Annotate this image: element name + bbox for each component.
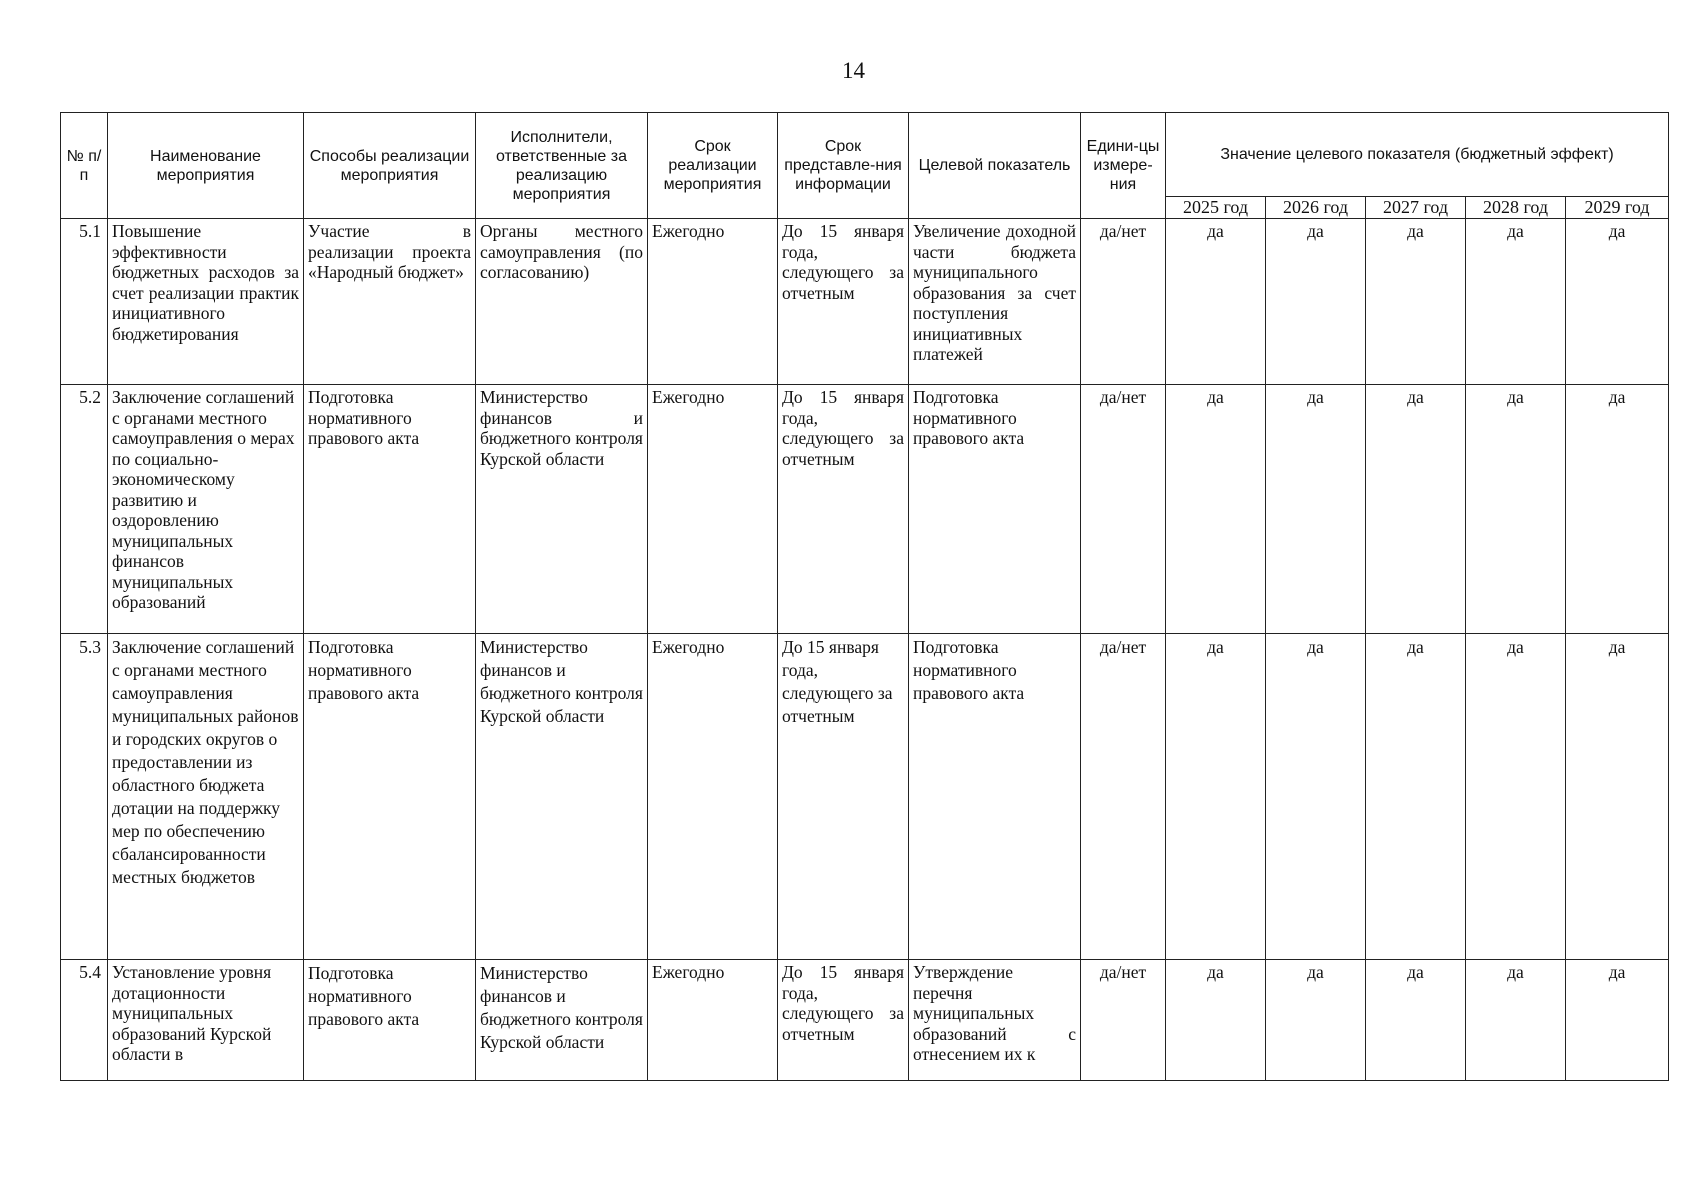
row-units: да/нет	[1081, 219, 1166, 385]
row-methods: Подготовка нормативного правового акта	[304, 634, 476, 960]
row-methods: Подготовка нормативного правового акта	[304, 385, 476, 634]
header-value-group: Значение целевого показателя (бюджетный эффект)	[1166, 113, 1669, 197]
row-indicator: Подготовка нормативного правового акта	[909, 385, 1081, 634]
row-executors: Органы местного самоуправления (по согласованию)	[476, 219, 648, 385]
row-value: да	[1166, 219, 1266, 385]
row-units: да/нет	[1081, 634, 1166, 960]
row-value: да	[1166, 385, 1266, 634]
row-report-term: До 15 января года, следующего за отчетным	[778, 960, 909, 1081]
header-year: 2025 год	[1166, 197, 1266, 219]
row-value: да	[1366, 219, 1466, 385]
row-value: да	[1166, 960, 1266, 1081]
row-num: 5.2	[61, 385, 108, 634]
header-units: Едини-цы измере-ния	[1081, 113, 1166, 219]
row-term: Ежегодно	[648, 634, 778, 960]
header-term: Срок реализации мероприятия	[648, 113, 778, 219]
row-value: да	[1466, 634, 1566, 960]
header-year: 2026 год	[1266, 197, 1366, 219]
row-value: да	[1566, 960, 1669, 1081]
row-name: Заключение соглашений с органами местного самоуправления муниципальных районов и городских округов о предоставлении из областного бюджета дотации на поддержку мер по обеспечению сбалансированности местных бюджетов	[108, 634, 304, 960]
row-executors: Министерство финансов и бюджетного контроля Курской области	[476, 960, 648, 1081]
row-value: да	[1266, 385, 1366, 634]
row-report-term: До 15 января года, следующего за отчетным	[778, 219, 909, 385]
row-value: да	[1566, 385, 1669, 634]
row-value: да	[1166, 634, 1266, 960]
header-num: № п/п	[61, 113, 108, 219]
row-value: да	[1466, 219, 1566, 385]
row-value: да	[1266, 960, 1366, 1081]
header-executors: Исполнители, ответственные за реализацию мероприятия	[476, 113, 648, 219]
row-num: 5.4	[61, 960, 108, 1081]
row-indicator: Утверждение перечня муниципальных образований с отнесением их к	[909, 960, 1081, 1081]
row-value: да	[1266, 219, 1366, 385]
row-value: да	[1466, 385, 1566, 634]
row-value: да	[1566, 219, 1669, 385]
row-num: 5.1	[61, 219, 108, 385]
row-value: да	[1466, 960, 1566, 1081]
row-term: Ежегодно	[648, 960, 778, 1081]
row-term: Ежегодно	[648, 385, 778, 634]
row-indicator: Подготовка нормативного правового акта	[909, 634, 1081, 960]
header-name: Наименование мероприятия	[108, 113, 304, 219]
header-year: 2028 год	[1466, 197, 1566, 219]
header-year: 2029 год	[1566, 197, 1669, 219]
row-executors: Министерство финансов и бюджетного контроля Курской области	[476, 385, 648, 634]
header-methods: Способы реализации мероприятия	[304, 113, 476, 219]
row-value: да	[1366, 960, 1466, 1081]
header-indicator: Целевой показатель	[909, 113, 1081, 219]
row-name: Повышение эффективности бюджетных расходов за счет реализации практик инициативного бюджетирования	[108, 219, 304, 385]
row-indicator: Увеличение доходной части бюджета муниципального образования за счет поступления инициативных платежей	[909, 219, 1081, 385]
row-value: да	[1366, 385, 1466, 634]
row-term: Ежегодно	[648, 219, 778, 385]
row-value: да	[1266, 634, 1366, 960]
measures-table	[60, 112, 1669, 1081]
table-row	[61, 634, 1669, 960]
row-units: да/нет	[1081, 385, 1166, 634]
header-report-term: Срок представле-ния информации	[778, 113, 909, 219]
table-row	[61, 960, 1669, 1081]
row-report-term: До 15 января года, следующего за отчетным	[778, 634, 909, 960]
row-name: Установление уровня дотационности муниципальных образований Курской области в	[108, 960, 304, 1081]
row-report-term: До 15 января года, следующего за отчетным	[778, 385, 909, 634]
table-row	[61, 385, 1669, 634]
page-number: 14	[842, 58, 865, 83]
row-value: да	[1566, 634, 1669, 960]
row-name: Заключение соглашений с органами местного самоуправления о мерах по социально-экономическому развитию и оздоровлению муниципальных финансов муниципальных образований	[108, 385, 304, 634]
header-year: 2027 год	[1366, 197, 1466, 219]
row-units: да/нет	[1081, 960, 1166, 1081]
row-num: 5.3	[61, 634, 108, 960]
table-row	[61, 219, 1669, 385]
row-methods: Подготовка нормативного правового акта	[304, 960, 476, 1081]
row-value: да	[1366, 634, 1466, 960]
row-methods: Участие в реализации проекта «Народный бюджет»	[304, 219, 476, 385]
row-executors: Министерство финансов и бюджетного контроля Курской области	[476, 634, 648, 960]
